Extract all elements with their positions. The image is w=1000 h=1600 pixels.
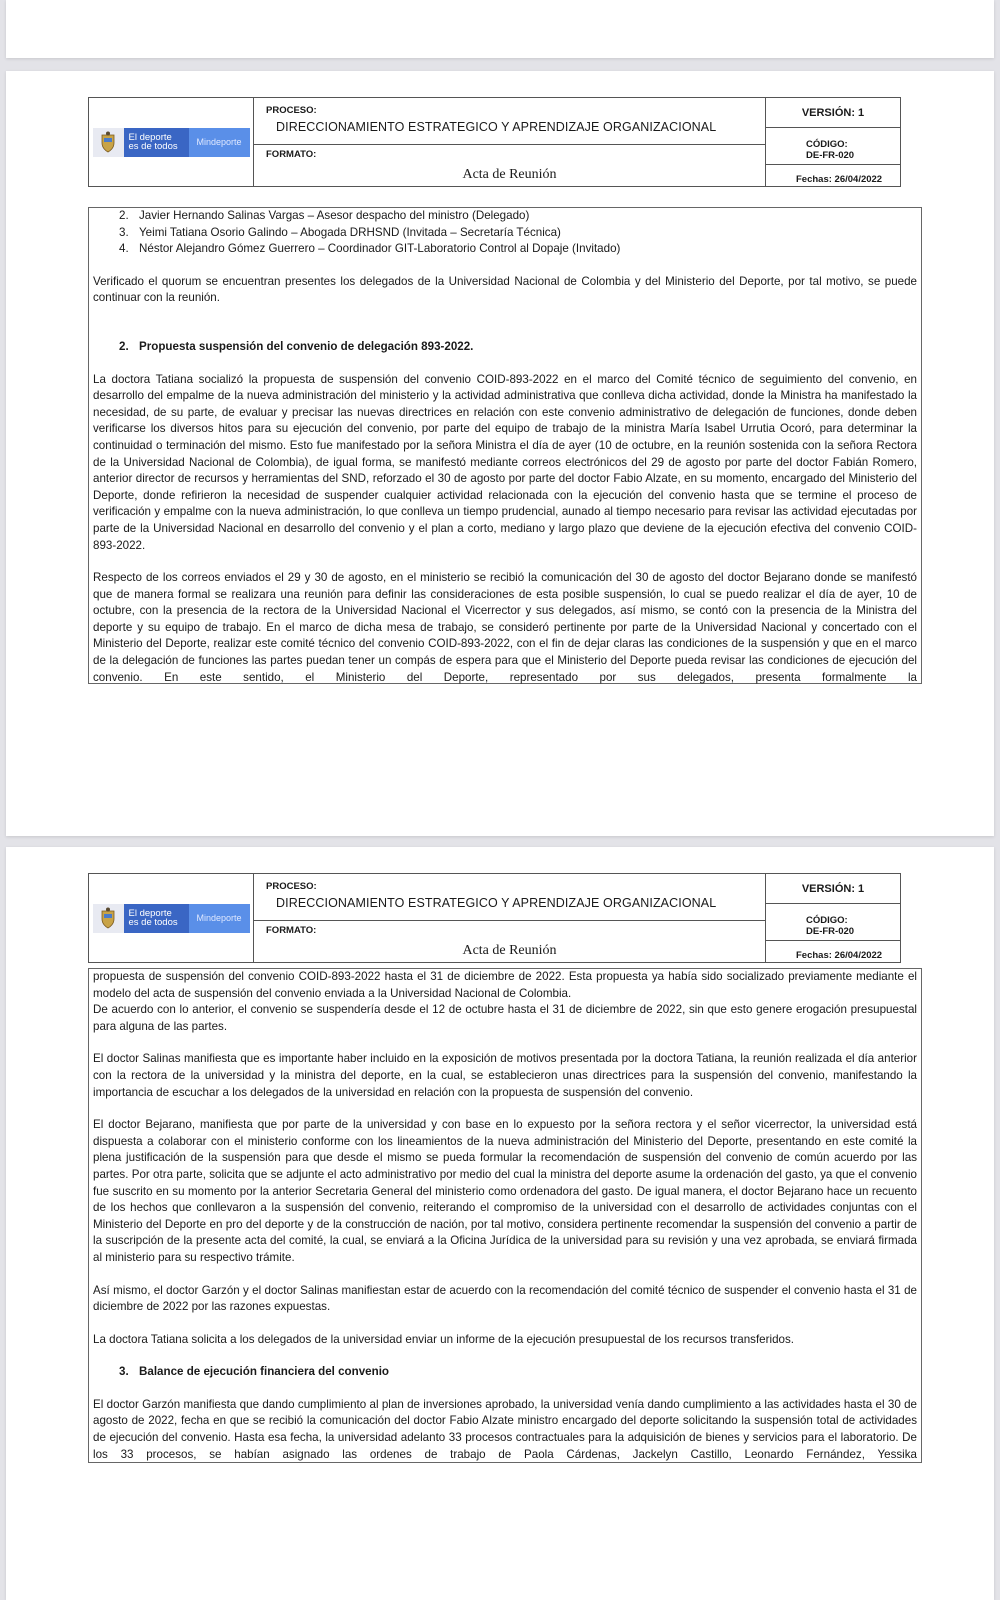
attendee-text: Javier Hernando Salinas Vargas – Asesor despacho del ministro (Delegado) — [139, 209, 530, 222]
fechas-label: Fechas: 26/04/2022 — [796, 950, 883, 961]
formato-value: Acta de Reunión — [462, 167, 557, 182]
mindeporte-logo — [93, 904, 250, 933]
document-page-2 — [6, 847, 994, 1600]
paragraph: La doctora Tatiana socializó la propuesta de suspensión del convenio COID-893-2022 en el marco del Comité técnico de seguimiento del convenio, en desarrollo del empalme de la nueva administración del ministerio y la actividad administrativa que conlleva dicha actividad, donde la Ministra ha manifestado la necesidad, de su parte, de evaluar y precisar las nuevas directrices en relación con este convenio administrativo de delegación de funciones, donde deben verificarse los diversos hitos para su ejecución del convenio, por parte del equipo de trabajo de la ministra María Isabel Urrutia Ocoró, para determinar la continuidad o terminación del mismo. Esto fue manifestado por la señora Ministra el día de ayer (10 de octubre, en la reunión sostenida con la señora Rectora de la Universidad Nacional de Colombia), de igual forma, se manifestó mediante correos electrónicos del 29 de agosto por parte del doctor Fabián Romero, anterior director de recursos y herramientas del SND, reforzado el 30 de agosto por parte del doctor Fabio Alzate, en su momento, encargado del Ministerio del Deporte, donde refirieron la necesidad de suspender cualquier actividad relacionada con la ejecución del convenio hasta que se termine el proceso de verificación y empalme con la nueva administración, lo que conlleva un tiempo prudencial, aunado al tiempo necesario para revisar las actividad ejecutadas por parte de la Universidad Nacional en desarrollo del convenio y el plan a corto, mediano y largo plazo que deviene de la ejecución efectiva del convenio COID-893-2022. — [93, 372, 917, 552]
slogan-line-1: El deporte — [128, 131, 172, 143]
paragraph: El doctor Bejarano, manifiesta que por parte de la universidad y con base en lo expuesto por la señora rectora y el señor vicerrector, la universidad está dispuesta a colaborar con el ministerio conforme con los lineamientos de la nueva administración del Ministerio del Deporte, presentando en este comité la plena justificación de la suspensión para que desde el mismo se pueda formular la recomendación de suspensión del convenio de común acuerdo por las partes. Por otra parte, solicita que se adjunte el acto administrativo por medio del cual la ministra del deporte asume la ordenación del gasto, ya que el convenio fue suscrito en su momento por la anterior Secretaria General del ministerio como ordenadora del gasto. De igual manera, el doctor Bejarano hace un recuento de los hechos que conllevaron a la suspensión del convenio, reiterando el compromiso de la universidad con el desarrollo de actividades conjuntas con el Ministerio del Deporte en pro del deporte y de la construcción de nación, por tal motivo, considera pertinente recomendar la suspensión del convenio a partir de la suscripción de la presente acta del comité, la cual, se enviará a la Oficina Jurídica de la universidad para su revisión y una vez aprobada, se enviará firmada al ministerio para su respectivo trámite. — [93, 1118, 917, 1264]
document-header — [88, 873, 901, 963]
section-number: 2. — [119, 339, 129, 353]
document-page-1 — [6, 71, 994, 836]
slogan-line-2: es de todos — [128, 916, 178, 928]
logo-brand-name: Mindeporte — [189, 128, 250, 157]
codigo-block — [766, 904, 900, 941]
section-title: Propuesta suspensión del convenio de delegación 893-2022. — [139, 339, 474, 353]
logo-slogan — [124, 128, 189, 157]
slogan-line-1: El deporte — [128, 907, 172, 919]
paragraph: Respecto de los correos enviados el 29 y 30 de agosto, en el ministerio se recibió la comunicación del 30 de agosto del doctor Bejarano donde se manifestó que de manera formal se realizara una reunión para definir las consideraciones de esta posible suspensión, lo cual se puedo realizar el día de ayer, 10 de octubre, con la presencia de la rectora de la Universidad Nacional el Vicerrector y sus delegados, así mismo, se contó con la presencia de la Ministra del deporte y su equipo de trabajo. En el marco de dicha mesa de trabajo, se consideró pertinente por parte de la Universidad Nacional y concertado con el Ministerio del Deporte, realizar este comité técnico del convenio COID-893-2022, con el fin de dejar claras las condiciones de la suspensión y que en el marco de la delegación de funciones las partes puedan tener un compás de espera para que el Ministerio del Deporte pueda revisar las condiciones de ejecución del convenio. En este sentido, el Ministerio del Deporte, representado por sus delegados, presenta formalmente la — [93, 571, 917, 684]
proceso-value: DIRECCIONAMIENTO ESTRATEGICO Y APRENDIZAJE ORGANIZACIONAL — [276, 120, 717, 134]
paragraph: El doctor Salinas manifiesta que es importante haber incluido en la exposición de motivos presentada por la doctora Tatiana, la reunión realizada el día anterior con la rectora de la universidad y la ministra del deporte, en la cual, se establecieron unas directrices para la suspensión del convenio, manifestando la importancia de escuchar a los delegados de la universidad en relación con la propuesta de suspensión del convenio. — [93, 1052, 917, 1099]
paragraph: propuesta de suspensión del convenio COID-893-2022 hasta el 31 de diciembre de 2022. Esta propuesta ya había sido socializado previamente mediante el modelo del acta de suspensión del convenio enviada a la Universidad Nacional de Colombia. — [93, 970, 917, 1000]
coat-of-arms-icon — [93, 128, 124, 157]
codigo-label: CÓDIGO: — [806, 139, 848, 150]
attendee-text: Néstor Alejandro Gómez Guerrero – Coordinador GIT-Laboratorio Control al Dopaje (Invitado) — [139, 242, 621, 256]
attendee-number: 3. — [119, 225, 129, 239]
mindeporte-logo — [93, 128, 250, 157]
proceso-label: PROCESO: — [266, 881, 317, 892]
version-label: VERSIÓN: 1 — [766, 98, 900, 128]
codigo-value: DE-FR-020 — [806, 150, 855, 161]
document-header — [88, 97, 901, 187]
paragraph: La doctora Tatiana solicita a los delegados de la universidad enviar un informe de la ejecución presupuestal de los recursos transferidos. — [93, 1332, 794, 1346]
attendee-item — [119, 225, 917, 242]
previous-page-fragment — [6, 0, 994, 58]
section-number: 3. — [119, 1365, 129, 1379]
attendee-item — [119, 208, 917, 225]
version-label: VERSIÓN: 1 — [766, 874, 900, 904]
logo-cell — [89, 874, 254, 962]
quorum-paragraph: Verificado el quorum se encuentran presentes los delegados de la Universidad Nacional de Colombia y del Ministerio del Deporte, por tal motivo, se puede continuar con la reunión. — [93, 274, 917, 305]
proceso-value: DIRECCIONAMIENTO ESTRATEGICO Y APRENDIZAJE ORGANIZACIONAL — [276, 896, 717, 910]
attendee-text: Yeimi Tatiana Osorio Galindo – Abogada DRHSND (Invitada – Secretaría Técnica) — [139, 225, 561, 239]
slogan-line-2: es de todos — [128, 140, 178, 152]
formato-label: FORMATO: — [266, 149, 317, 160]
codigo-label: CÓDIGO: — [806, 915, 848, 926]
attendee-number: 4. — [119, 242, 129, 256]
logo-slogan — [124, 904, 189, 933]
attendee-number: 2. — [119, 209, 129, 222]
section-heading-2 — [93, 339, 917, 356]
logo-cell — [89, 98, 254, 186]
codigo-block — [766, 128, 900, 165]
page-1-content — [88, 207, 922, 684]
metadata-cell — [766, 874, 900, 962]
logo-brand-name: Mindeporte — [189, 904, 250, 933]
codigo-value: DE-FR-020 — [806, 926, 855, 937]
coat-of-arms-icon — [93, 904, 124, 933]
fechas-label: Fechas: 26/04/2022 — [796, 174, 883, 185]
formato-label: FORMATO: — [266, 925, 317, 936]
paragraph: Así mismo, el doctor Garzón y el doctor Salinas manifiestan estar de acuerdo con la recomendación del comité técnico de suspender el convenio hasta el 31 de diciembre de 2022 por las razones expuestas. — [93, 1283, 917, 1314]
proceso-label: PROCESO: — [266, 105, 317, 116]
paragraph: El doctor Garzón manifiesta que dando cumplimiento al plan de inversiones aprobado, la universidad venía dando cumplimiento a las actividades hasta el 30 de agosto de 2022, fecha en que se recibió la comunicación del doctor Fabio Alzate ministro encargado del deporte solicitando la suspensión total de actividades de ejecución del convenio. Hasta esa fecha, la universidad adelanto 33 procesos contractuales para la adquisición de bienes y servicios para el laboratorio. De los 33 procesos, se habían asignado las ordenes de trabajo de Paola Cárdenas, Jackelyn Castillo, Leonardo Fernández, Yessika — [93, 1397, 917, 1461]
attendee-item — [119, 241, 917, 258]
metadata-cell — [766, 98, 900, 186]
process-cell — [254, 98, 766, 186]
attendee-list — [93, 208, 917, 258]
formato-value: Acta de Reunión — [462, 943, 557, 958]
page-2-content — [88, 968, 922, 1463]
section-heading-3 — [93, 1364, 917, 1381]
process-cell — [254, 874, 766, 962]
paragraph: De acuerdo con lo anterior, el convenio se suspendería desde el 12 de octubre hasta el 31 de diciembre de 2022, sin que esto genere erogación presupuestal para alguna de las partes. — [93, 1003, 917, 1033]
section-title: Balance de ejecución financiera del convenio — [139, 1365, 389, 1379]
